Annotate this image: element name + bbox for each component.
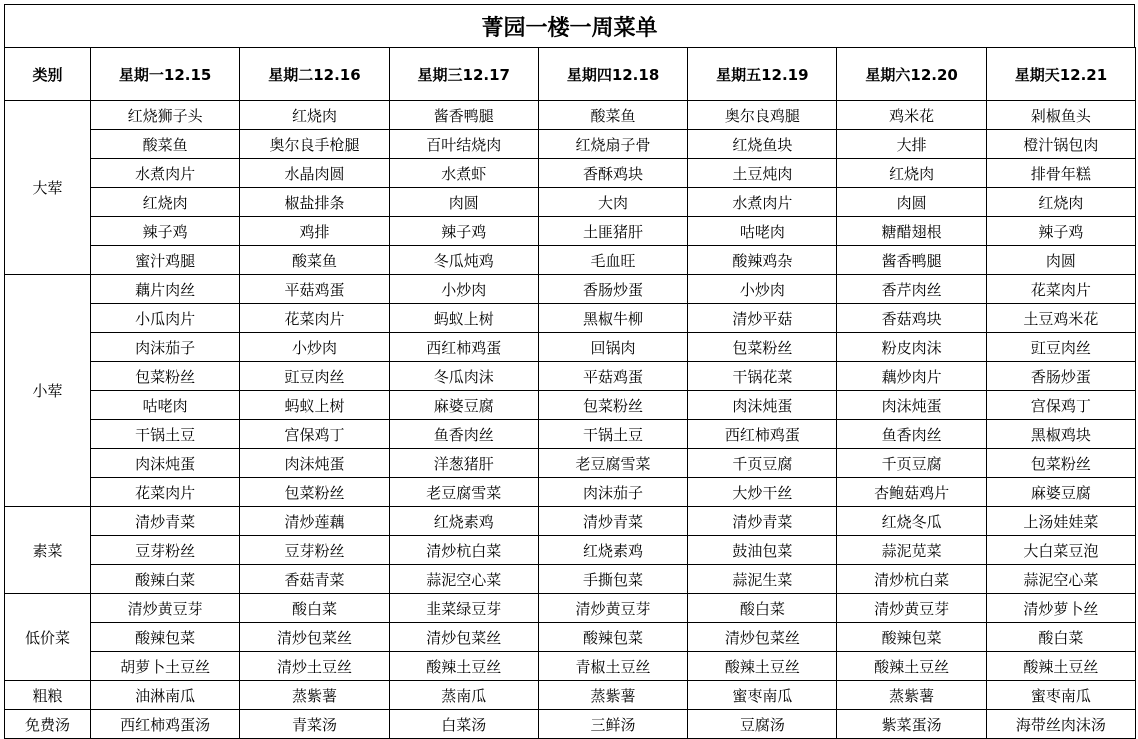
dish-cell: 红烧鱼块 — [688, 130, 837, 159]
dish-cell: 蚂蚁上树 — [240, 391, 389, 420]
dish-cell: 椒盐排条 — [240, 188, 389, 217]
dish-cell: 酸辣土豆丝 — [389, 652, 538, 681]
menu-row — [5, 159, 1136, 188]
dish-cell: 清炒黄豆芽 — [91, 594, 240, 623]
dish-cell: 包菜粉丝 — [986, 449, 1135, 478]
dish-cell: 鸡排 — [240, 217, 389, 246]
dish-cell: 香菇鸡块 — [837, 304, 986, 333]
dish-cell: 红烧冬瓜 — [837, 507, 986, 536]
menu-body — [5, 101, 1136, 739]
dish-cell: 蒸紫薯 — [538, 681, 687, 710]
dish-cell: 清炒青菜 — [688, 507, 837, 536]
menu-row — [5, 681, 1136, 710]
dish-cell: 香肠炒蛋 — [538, 275, 687, 304]
dish-cell: 辣子鸡 — [91, 217, 240, 246]
dish-cell: 蜜枣南瓜 — [986, 681, 1135, 710]
dish-cell: 蒜泥生菜 — [688, 565, 837, 594]
dish-cell: 大排 — [837, 130, 986, 159]
dish-cell: 青椒土豆丝 — [538, 652, 687, 681]
dish-cell: 花菜肉片 — [240, 304, 389, 333]
dish-cell: 宫保鸡丁 — [240, 420, 389, 449]
menu-row — [5, 188, 1136, 217]
dish-cell: 土匪猪肝 — [538, 217, 687, 246]
dish-cell: 包菜粉丝 — [240, 478, 389, 507]
dish-cell: 豆芽粉丝 — [91, 536, 240, 565]
dish-cell: 干锅土豆 — [91, 420, 240, 449]
dish-cell: 酸白菜 — [240, 594, 389, 623]
category-cell: 大荤 — [5, 101, 91, 275]
menu-row — [5, 362, 1136, 391]
dish-cell: 香酥鸡块 — [538, 159, 687, 188]
dish-cell: 酱香鸭腿 — [837, 246, 986, 275]
dish-cell: 蒸紫薯 — [837, 681, 986, 710]
menu-row — [5, 420, 1136, 449]
dish-cell: 香芹肉丝 — [837, 275, 986, 304]
dish-cell: 鼓油包菜 — [688, 536, 837, 565]
dish-cell: 蒜泥空心菜 — [986, 565, 1135, 594]
dish-cell: 红烧狮子头 — [91, 101, 240, 130]
menu-row — [5, 536, 1136, 565]
dish-cell: 肉圆 — [986, 246, 1135, 275]
dish-cell: 酸辣土豆丝 — [837, 652, 986, 681]
dish-cell: 西红柿鸡蛋汤 — [91, 710, 240, 739]
category-cell: 低价菜 — [5, 594, 91, 681]
dish-cell: 清炒包菜丝 — [240, 623, 389, 652]
menu-row — [5, 275, 1136, 304]
day-header: 星期三12.17 — [389, 48, 538, 101]
header-row — [5, 48, 1136, 101]
dish-cell: 鸡米花 — [837, 101, 986, 130]
dish-cell: 黑椒牛柳 — [538, 304, 687, 333]
dish-cell: 黑椒鸡块 — [986, 420, 1135, 449]
dish-cell: 鱼香肉丝 — [389, 420, 538, 449]
dish-cell: 百叶结烧肉 — [389, 130, 538, 159]
weekly-menu-table — [4, 47, 1136, 739]
dish-cell: 包菜粉丝 — [91, 362, 240, 391]
dish-cell: 酸辣土豆丝 — [688, 652, 837, 681]
dish-cell: 红烧肉 — [986, 188, 1135, 217]
dish-cell: 清炒平菇 — [688, 304, 837, 333]
menu-row — [5, 130, 1136, 159]
dish-cell: 清炒莲藕 — [240, 507, 389, 536]
dish-cell: 干锅土豆 — [538, 420, 687, 449]
dish-cell: 小瓜肉片 — [91, 304, 240, 333]
dish-cell: 酸菜鱼 — [240, 246, 389, 275]
dish-cell: 奥尔良手枪腿 — [240, 130, 389, 159]
dish-cell: 麻婆豆腐 — [389, 391, 538, 420]
dish-cell: 干锅花菜 — [688, 362, 837, 391]
category-header: 类别 — [5, 48, 91, 101]
dish-cell: 肉沫炖蛋 — [240, 449, 389, 478]
dish-cell: 酸辣土豆丝 — [986, 652, 1135, 681]
dish-cell: 洋葱猪肝 — [389, 449, 538, 478]
dish-cell: 回锅肉 — [538, 333, 687, 362]
day-header: 星期二12.16 — [240, 48, 389, 101]
dish-cell: 包菜粉丝 — [688, 333, 837, 362]
dish-cell: 海带丝肉沫汤 — [986, 710, 1135, 739]
dish-cell: 豇豆肉丝 — [986, 333, 1135, 362]
day-header: 星期一12.15 — [91, 48, 240, 101]
dish-cell: 韭菜绿豆芽 — [389, 594, 538, 623]
menu-row — [5, 594, 1136, 623]
dish-cell: 油淋南瓜 — [91, 681, 240, 710]
dish-cell: 冬瓜肉沫 — [389, 362, 538, 391]
dish-cell: 咕咾肉 — [91, 391, 240, 420]
dish-cell: 豆芽粉丝 — [240, 536, 389, 565]
dish-cell: 上汤娃娃菜 — [986, 507, 1135, 536]
dish-cell: 蒸紫薯 — [240, 681, 389, 710]
dish-cell: 水晶肉圆 — [240, 159, 389, 188]
dish-cell: 花菜肉片 — [91, 478, 240, 507]
dish-cell: 小炒肉 — [688, 275, 837, 304]
dish-cell: 宫保鸡丁 — [986, 391, 1135, 420]
category-cell: 小荤 — [5, 275, 91, 507]
dish-cell: 酸白菜 — [688, 594, 837, 623]
dish-cell: 酸辣鸡杂 — [688, 246, 837, 275]
dish-cell: 红烧肉 — [240, 101, 389, 130]
dish-cell: 平菇鸡蛋 — [538, 362, 687, 391]
dish-cell: 肉沫茄子 — [91, 333, 240, 362]
dish-cell: 花菜肉片 — [986, 275, 1135, 304]
dish-cell: 豇豆肉丝 — [240, 362, 389, 391]
dish-cell: 酸辣白菜 — [91, 565, 240, 594]
dish-cell: 水煮肉片 — [91, 159, 240, 188]
dish-cell: 蜜汁鸡腿 — [91, 246, 240, 275]
dish-cell: 咕咾肉 — [688, 217, 837, 246]
dish-cell: 清炒土豆丝 — [240, 652, 389, 681]
dish-cell: 辣子鸡 — [389, 217, 538, 246]
dish-cell: 红烧素鸡 — [538, 536, 687, 565]
dish-cell: 红烧肉 — [91, 188, 240, 217]
dish-cell: 千页豆腐 — [688, 449, 837, 478]
dish-cell: 毛血旺 — [538, 246, 687, 275]
dish-cell: 粉皮肉沫 — [837, 333, 986, 362]
dish-cell: 杏鲍菇鸡片 — [837, 478, 986, 507]
dish-cell: 藕片肉丝 — [91, 275, 240, 304]
dish-cell: 西红柿鸡蛋 — [688, 420, 837, 449]
dish-cell: 清炒黄豆芽 — [837, 594, 986, 623]
dish-cell: 大炒干丝 — [688, 478, 837, 507]
dish-cell: 小炒肉 — [389, 275, 538, 304]
dish-cell: 西红柿鸡蛋 — [389, 333, 538, 362]
menu-row — [5, 565, 1136, 594]
dish-cell: 麻婆豆腐 — [986, 478, 1135, 507]
dish-cell: 土豆炖肉 — [688, 159, 837, 188]
dish-cell: 酸辣包菜 — [91, 623, 240, 652]
dish-cell: 奥尔良鸡腿 — [688, 101, 837, 130]
menu-row — [5, 391, 1136, 420]
day-header: 星期天12.21 — [986, 48, 1135, 101]
dish-cell: 水煮肉片 — [688, 188, 837, 217]
day-header: 星期四12.18 — [538, 48, 687, 101]
dish-cell: 排骨年糕 — [986, 159, 1135, 188]
dish-cell: 蜜枣南瓜 — [688, 681, 837, 710]
dish-cell: 肉沫炖蛋 — [91, 449, 240, 478]
dish-cell: 清炒杭白菜 — [389, 536, 538, 565]
dish-cell: 老豆腐雪菜 — [538, 449, 687, 478]
menu-row — [5, 333, 1136, 362]
dish-cell: 白菜汤 — [389, 710, 538, 739]
dish-cell: 清炒包菜丝 — [688, 623, 837, 652]
menu-row — [5, 478, 1136, 507]
dish-cell: 橙汁锅包肉 — [986, 130, 1135, 159]
dish-cell: 清炒黄豆芽 — [538, 594, 687, 623]
dish-cell: 酸辣包菜 — [538, 623, 687, 652]
dish-cell: 手撕包菜 — [538, 565, 687, 594]
menu-sheet — [4, 4, 1135, 734]
dish-cell: 清炒杭白菜 — [837, 565, 986, 594]
dish-cell: 大白菜豆泡 — [986, 536, 1135, 565]
dish-cell: 红烧素鸡 — [389, 507, 538, 536]
dish-cell: 青菜汤 — [240, 710, 389, 739]
dish-cell: 胡萝卜土豆丝 — [91, 652, 240, 681]
day-header: 星期五12.19 — [688, 48, 837, 101]
page-title: 菁园一楼一周菜单 — [4, 4, 1135, 48]
menu-row — [5, 101, 1136, 130]
menu-row — [5, 507, 1136, 536]
category-cell: 粗粮 — [5, 681, 91, 710]
dish-cell: 紫菜蛋汤 — [837, 710, 986, 739]
dish-cell: 三鲜汤 — [538, 710, 687, 739]
dish-cell: 土豆鸡米花 — [986, 304, 1135, 333]
dish-cell: 酱香鸭腿 — [389, 101, 538, 130]
dish-cell: 肉沫炖蛋 — [688, 391, 837, 420]
menu-row — [5, 246, 1136, 275]
dish-cell: 小炒肉 — [240, 333, 389, 362]
dish-cell: 肉圆 — [837, 188, 986, 217]
dish-cell: 辣子鸡 — [986, 217, 1135, 246]
dish-cell: 肉沫炖蛋 — [837, 391, 986, 420]
menu-row — [5, 623, 1136, 652]
dish-cell: 红烧扇子骨 — [538, 130, 687, 159]
dish-cell: 大肉 — [538, 188, 687, 217]
dish-cell: 红烧肉 — [837, 159, 986, 188]
dish-cell: 酸菜鱼 — [91, 130, 240, 159]
dish-cell: 酸白菜 — [986, 623, 1135, 652]
dish-cell: 豆腐汤 — [688, 710, 837, 739]
dish-cell: 剁椒鱼头 — [986, 101, 1135, 130]
menu-row — [5, 710, 1136, 739]
dish-cell: 清炒包菜丝 — [389, 623, 538, 652]
dish-cell: 肉圆 — [389, 188, 538, 217]
category-cell: 素菜 — [5, 507, 91, 594]
dish-cell: 香菇青菜 — [240, 565, 389, 594]
dish-cell: 鱼香肉丝 — [837, 420, 986, 449]
dish-cell: 酸菜鱼 — [538, 101, 687, 130]
dish-cell: 平菇鸡蛋 — [240, 275, 389, 304]
dish-cell: 清炒青菜 — [91, 507, 240, 536]
dish-cell: 老豆腐雪菜 — [389, 478, 538, 507]
menu-row — [5, 449, 1136, 478]
dish-cell: 蚂蚁上树 — [389, 304, 538, 333]
dish-cell: 蒜泥空心菜 — [389, 565, 538, 594]
menu-row — [5, 304, 1136, 333]
menu-row — [5, 652, 1136, 681]
dish-cell: 蒸南瓜 — [389, 681, 538, 710]
dish-cell: 糖醋翅根 — [837, 217, 986, 246]
dish-cell: 蒜泥苋菜 — [837, 536, 986, 565]
dish-cell: 藕炒肉片 — [837, 362, 986, 391]
dish-cell: 水煮虾 — [389, 159, 538, 188]
category-cell: 免费汤 — [5, 710, 91, 739]
dish-cell: 包菜粉丝 — [538, 391, 687, 420]
dish-cell: 酸辣包菜 — [837, 623, 986, 652]
dish-cell: 清炒萝卜丝 — [986, 594, 1135, 623]
dish-cell: 香肠炒蛋 — [986, 362, 1135, 391]
dish-cell: 肉沫茄子 — [538, 478, 687, 507]
dish-cell: 清炒青菜 — [538, 507, 687, 536]
dish-cell: 千页豆腐 — [837, 449, 986, 478]
menu-row — [5, 217, 1136, 246]
day-header: 星期六12.20 — [837, 48, 986, 101]
dish-cell: 冬瓜炖鸡 — [389, 246, 538, 275]
